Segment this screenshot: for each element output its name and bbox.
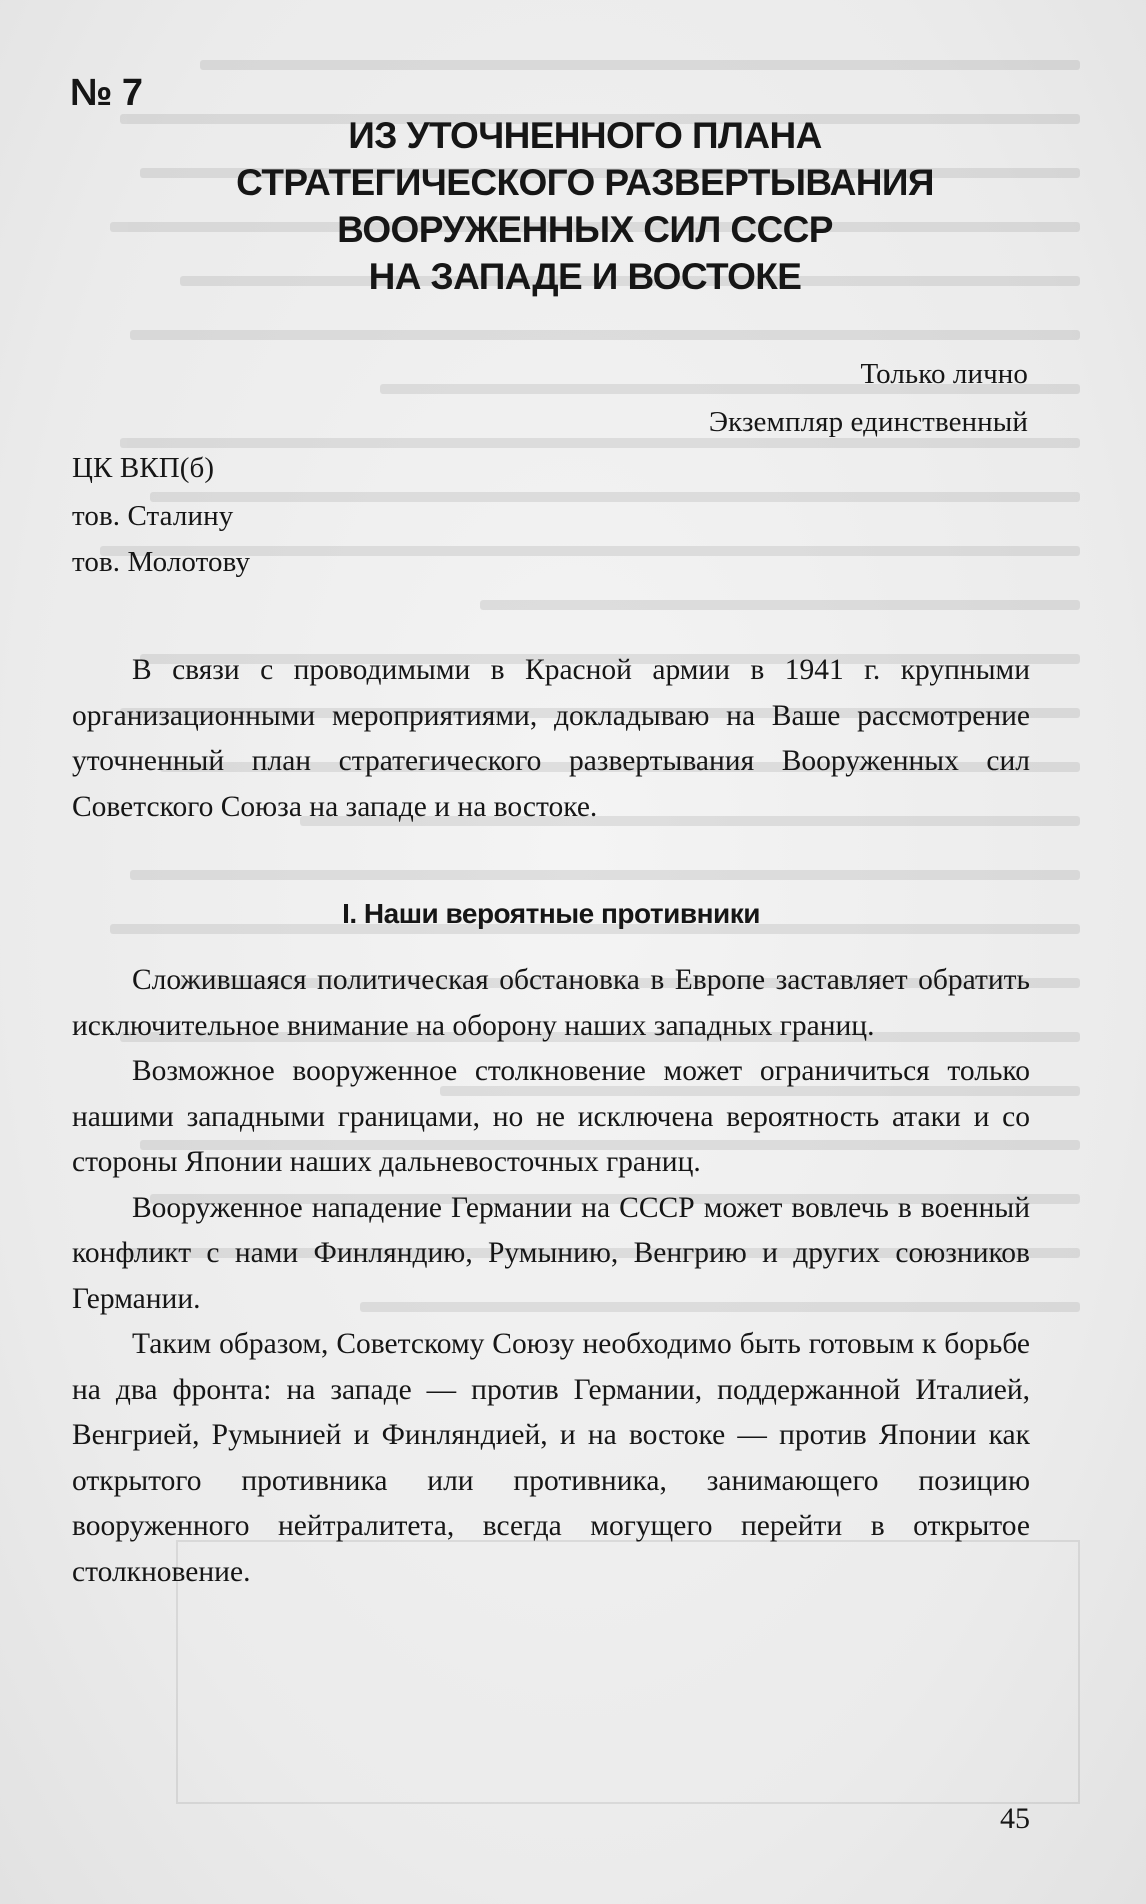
body-paragraph: Возможное вооруженное столкновение может ограничиться только нашими западными границами, но не исключена вероятность атаки и со стороны Японии наших дальневосточных границ. [72, 1055, 1030, 1178]
intro-block [72, 648, 1030, 830]
title-line: СТРАТЕГИЧЕСКОГО РАЗВЕРТЫВАНИЯ [236, 162, 934, 203]
addressee-line: ЦК ВКП(б) [72, 452, 215, 484]
page-number: 45 [1000, 1802, 1030, 1835]
section-heading: I. Наши вероятные противники [342, 898, 760, 929]
document-title [120, 112, 1050, 300]
body-paragraph: Таким образом, Советскому Союзу необходимо быть готовым к борьбе на два фронта: на западе — против Германии, поддержанной Италией, Венгрией, Румынией и Финляндией, и на востоке — против Японии как открытого противника или противника, занимающего позицию вооруженного нейтралитета, всегда могущего перейти в открытое столкновение. [72, 1328, 1030, 1588]
body-block [72, 958, 1030, 1595]
title-line: ИЗ УТОЧНЕННОГО ПЛАНА [348, 115, 822, 156]
addressee-line: тов. Молотову [72, 546, 251, 578]
classification-note: Только лично [860, 358, 1028, 390]
copy-note: Экземпляр единственный [708, 406, 1028, 438]
title-line: НА ЗАПАДЕ И ВОСТОКЕ [368, 256, 802, 297]
body-paragraph: Вооруженное нападение Германии на СССР может вовлечь в военный конфликт с нами Финляндию, Румынию, Венгрию и других союзников Германии. [72, 1191, 1030, 1315]
document-number: № 7 [70, 72, 143, 114]
intro-paragraph: В связи с проводимыми в Красной армии в 1941 г. крупными организационными мероприятиями, докладываю на Ваше рассмотрение уточненный план стратегического развертывания Вооруженных сил Советского Союза на западе и на востоке. [72, 654, 1030, 823]
title-line: ВООРУЖЕННЫХ СИЛ СССР [337, 209, 833, 250]
body-paragraph: Сложившаяся политическая обстановка в Европе заставляет обратить исключительное внимание на оборону наших западных границ. [72, 964, 1030, 1042]
addressee-line: тов. Сталину [72, 500, 234, 532]
